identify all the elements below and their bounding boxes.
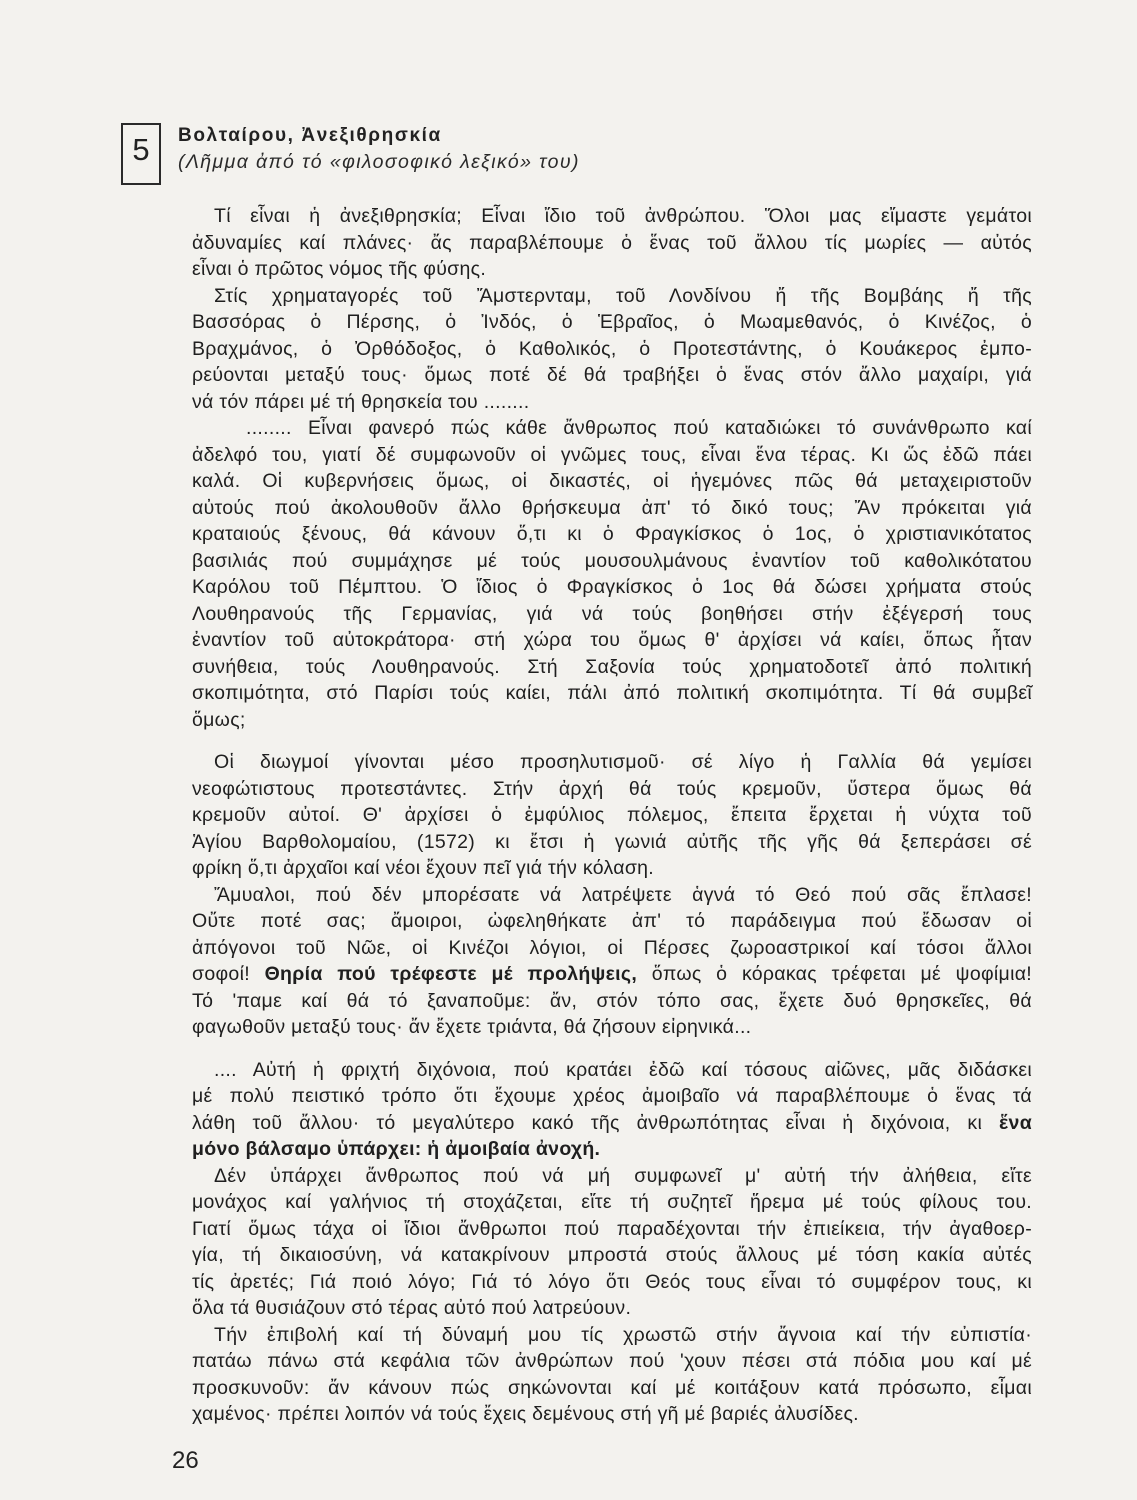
section-number-box bbox=[121, 123, 161, 185]
text-section bbox=[192, 749, 1032, 1041]
paragraph bbox=[192, 749, 1032, 882]
text-line: ὅμως; bbox=[192, 708, 246, 731]
text-line: γία, τή δικαιοσύνη, νά κατακρίνουν μπροστά στούς ἄλλους μέ τόση κακία αὐτές bbox=[192, 1244, 1032, 1266]
text-line: Τό 'παμε καί θά τό ξαναποῦμε: ἄν, στόν τόπο σας, ἔχετε δυό θρησκεῖες, θά bbox=[192, 989, 1032, 1012]
text-segment: ὅπως ὁ κόρακας τρέφεται μέ ψοφίμια! bbox=[637, 963, 1033, 985]
text-section bbox=[192, 203, 1032, 733]
paragraph bbox=[192, 415, 1032, 733]
text-line: καλά. Οἱ κυβερνήσεις ὅμως, οἱ δικαστές, οἱ ἡγεμόνες πῶς θά μεταχειριστοῦν bbox=[192, 470, 1032, 492]
text-line: ἀδυναμίες καί πλάνες· ἄς παραβλέπουμε ὁ ἕνας τοῦ ἄλλου τίς μωρίες — αὐτός bbox=[192, 231, 1032, 254]
text-line: αὐτούς πού ἀκολουθοῦν ἄλλο θρήσκευμα ἀπ' τό δικό τους; Ἄν πρόκειται γιά bbox=[192, 496, 1032, 519]
text-line: φαγωθοῦν μεταξύ τους· ἄν ἔχετε τριάντα, θά ζήσουν εἰρηνικά... bbox=[192, 1016, 752, 1038]
page-number: 26 bbox=[172, 1447, 199, 1474]
paragraph bbox=[192, 1163, 1032, 1322]
paragraph bbox=[192, 1057, 1032, 1163]
paragraph bbox=[192, 882, 1032, 1041]
text-line: τίς ἀρετές; Γιά ποιό λόγο; Γιά τό λόγο ὅτι Θεός τους εἶναι τό συμφέρον τους, κι bbox=[192, 1270, 1032, 1293]
text-line: Ἄμυαλοι, πού δέν μπορέσατε νά λατρέψετε ἁγνά τό Θεό πού σᾶς ἔπλασε! bbox=[214, 883, 1032, 906]
text-line: ἀπόγονοι τοῦ Νῶε, οἱ Κινέζοι λόγιοι, οἱ Πέρσες ζωροαστρικοί καί τόσοι ἄλλοι bbox=[192, 936, 1032, 959]
text-line: φρίκη ὅ,τι ἀρχαῖοι καί νέοι ἔχουν πεῖ γιά τήν κόλαση. bbox=[192, 857, 655, 879]
text-line: Στίς χρηματαγορές τοῦ Ἄμστερνταμ, τοῦ Λονδίνου ἤ τῆς Βομβάης ἤ τῆς bbox=[214, 284, 1032, 307]
text-line: μέ πολύ πειστικό τρόπο ὅτι ἔχουμε χρέος ἀμοιβαῖο νά παραβλέπουμε ὁ ἕνας τά bbox=[192, 1085, 1032, 1107]
text-line: Λουθηρανούς τῆς Γερμανίας, γιά νά τούς βοηθήσει στήν ἐξέγερσή τους bbox=[192, 602, 1032, 625]
text-line: βασιλιάς πού συμμάχησε μέ τούς μουσουλμάνους ἐναντίον τοῦ καθολικότατου bbox=[192, 549, 1032, 572]
text-line: .... Αὐτή ἡ φριχτή διχόνοια, πού κρατάει ἐδῶ καί τόσους αἰῶνες, μᾶς διδάσκει bbox=[214, 1058, 1032, 1081]
text-line: ὅλα τά θυσιάζουν στό τέρας αὐτό πού λατρεύουν. bbox=[192, 1297, 632, 1319]
bold-text: μόνο βάλσαμο ὑπάρχει: ἡ ἀμοιβαία ἀνοχή. bbox=[192, 1138, 601, 1160]
bold-text: Θηρία πού τρέφεστε μέ προλήψεις, bbox=[264, 963, 638, 985]
text-line: ........ Εἶναι φανερό πώς κάθε ἄνθρωπος πού καταδιώκει τό συνάνθρωπο καί bbox=[246, 417, 1032, 439]
text-line bbox=[192, 1110, 1032, 1137]
text-line: Καρόλου τοῦ Πέμπτου. Ὁ ἴδιος ὁ Φραγκίσκος ὁ 1ος θά δώσει χρήματα στούς bbox=[192, 576, 1032, 598]
text-line: Οἱ διωγμοί γίνονται μέσο προσηλυτισμοῦ· σέ λίγο ἡ Γαλλία θά γεμίσει bbox=[214, 751, 1032, 773]
paragraph bbox=[192, 1322, 1032, 1428]
text-line: Γιατί ὅμως τάχα οἱ ἴδιοι ἄνθρωποι πού παραδέχονται τήν ἐπιείκεια, τήν ἀγαθοερ- bbox=[192, 1217, 1032, 1240]
text-line: Βασσόρας ὁ Πέρσης, ὁ Ἰνδός, ὁ Ἑβραῖος, ὁ Μωαμεθανός, ὁ Κινέζος, ὁ bbox=[192, 311, 1032, 333]
text-line: εἶναι ὁ πρῶτος νόμος τῆς φύσης. bbox=[192, 258, 487, 280]
text-line: ἐναντίον τοῦ αὐτοκράτορα· στή χώρα του ὅμως θ' ἀρχίσει νά καίει, ὅπως ἦταν bbox=[192, 629, 1032, 651]
text-line: μονάχος καί γαλήνιος τή στοχάζεται, εἴτε τή συζητεῖ ἥρεμα μέ τούς φίλους του. bbox=[192, 1191, 1032, 1213]
text-line: Οὔτε ποτέ σας; ἄμοιροι, ὠφεληθήκατε ἀπ' τό παράδειγμα πού ἔδωσαν οἱ bbox=[192, 910, 1032, 932]
text-line: νά τόν πάρει μέ τή θρησκεία του ........ bbox=[192, 390, 530, 413]
document-title: Βολταίρου, Ἀνεξιθρησκία bbox=[178, 125, 442, 146]
text-line: Τί εἶναι ἡ ἀνεξιθρησκία; Εἶναι ἴδιο τοῦ ἀνθρώπου. Ὅλοι μας εἴμαστε γεμάτοι bbox=[214, 205, 1032, 227]
text-line: νεοφώτιστους προτεστάντες. Στήν ἀρχή θά τούς κρεμοῦν, ὕστερα ὅμως θά bbox=[192, 777, 1032, 800]
text-line: συνήθεια, τούς Λουθηρανούς. Στή Σαξονία τούς χρηματοδοτεῖ ἀπό πολιτική bbox=[192, 655, 1032, 678]
text-line: κραταιούς ξένους, θά κάνουν ὅ,τι κι ὁ Φραγκίσκος ὁ 1ος, ὁ χριστιανικότατος bbox=[192, 523, 1032, 545]
text-line: ρεύονται μεταξύ τους· ὅμως ποτέ δέ θά τραβήξει ὁ ἕνας στόν ἄλλο μαχαίρι, γιά bbox=[192, 364, 1032, 386]
paragraph bbox=[192, 283, 1032, 416]
text-segment: λάθη τοῦ ἄλλου· τό μεγαλύτερο κακό τῆς ἀνθρωπότητας εἶναι ἡ διχόνοια, κι bbox=[192, 1111, 999, 1134]
text-line: Ἁγίου Βαρθολομαίου, (1572) κι ἔτσι ἡ γωνιά αὐτῆς τῆς γῆς θά ξεπεράσει σέ bbox=[192, 830, 1032, 853]
bold-text: ἕνα bbox=[999, 1111, 1032, 1134]
text-line: Δέν ὑπάρχει ἄνθρωπος πού νά μή συμφωνεῖ μ' αὐτή τήν ἀλήθεια, εἴτε bbox=[214, 1164, 1032, 1187]
text-section bbox=[192, 1057, 1032, 1428]
text-line: Τήν ἐπιβολή καί τή δύναμή μου τίς χρωστῶ στήν ἄγνοια καί τήν εὐπιστία· bbox=[214, 1323, 1032, 1346]
body-text bbox=[192, 203, 1032, 1428]
text-line: σκοπιμότητα, στό Παρίσι τούς καίει, πάλι ἀπό πολιτική σκοπιμότητα. Τί θά συμβεῖ bbox=[192, 682, 1032, 704]
text-line: χαμένος· πρέπει λοιπόν νά τούς ἔχεις δεμένους στή γῆ μέ βαριές ἀλυσίδες. bbox=[192, 1403, 859, 1425]
text-line: προσκυνοῦν: ἄν κάνουν πώς σηκώνονται καί μέ κοιτάξουν κατά πρόσωπο, εἶμαι bbox=[192, 1376, 1032, 1399]
section-number: 5 bbox=[132, 132, 150, 167]
text-line: πατάω πάνω στά κεφάλια τῶν ἀνθρώπων πού 'χουν πέσει στά πόδια μου καί μέ bbox=[192, 1350, 1032, 1372]
text-line bbox=[192, 961, 1032, 988]
paragraph bbox=[192, 203, 1032, 283]
text-line: κρεμοῦν αὐτοί. Θ' ἀρχίσει ὁ ἐμφύλιος πόλεμος, ἔπειτα ἔρχεται ἡ νύχτα τοῦ bbox=[192, 804, 1032, 826]
text-line: ἀδελφό του, γιατί δέ συμφωνοῦν οἱ γνῶμες τους, εἶναι ἕνα τέρας. Κι ὥς ἐδῶ πάει bbox=[192, 443, 1032, 466]
text-line bbox=[192, 1136, 1032, 1163]
text-line: Βραχμάνος, ὁ Ὀρθόδοξος, ὁ Καθολικός, ὁ Προτεστάντης, ὁ Κουάκερος ἐμπο- bbox=[192, 337, 1032, 360]
text-segment: σοφοί! bbox=[192, 963, 265, 985]
document-subtitle: (Λῆμμα ἀπό τό «φιλοσοφικό λεξικό» του) bbox=[178, 151, 580, 173]
